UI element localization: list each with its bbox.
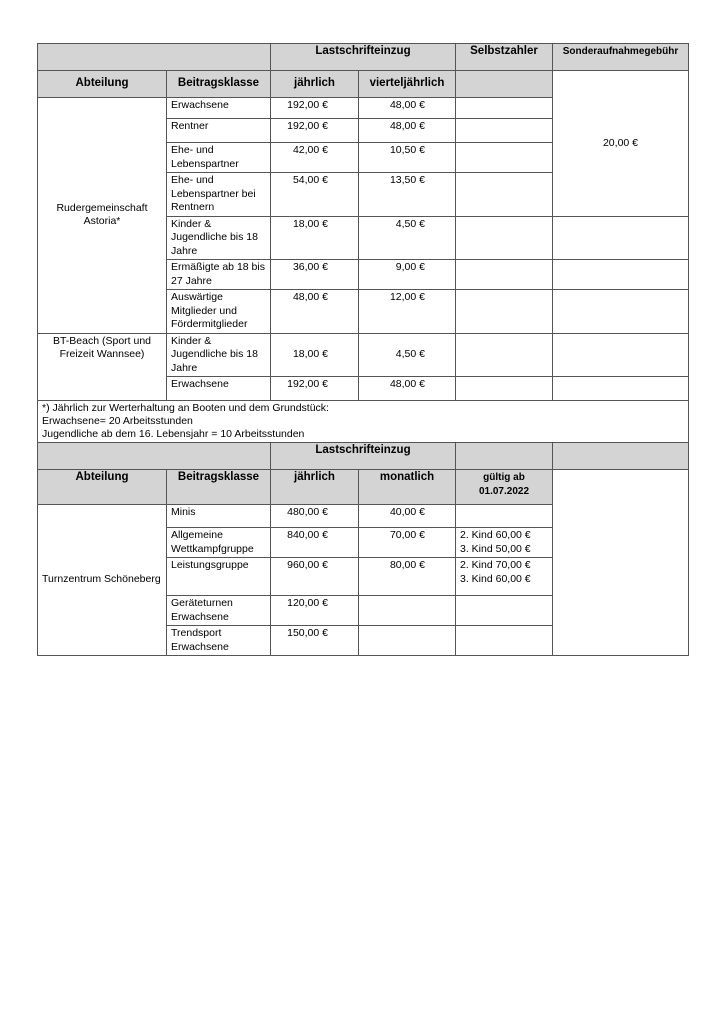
header-gueltig [456, 470, 553, 505]
klasse-cell: Auswärtige Mitglieder und Fördermitglieder [167, 290, 271, 334]
monatlich-cell [359, 596, 456, 626]
klasse-cell: Kinder & Jugendliche bis 18 Jahre [167, 333, 271, 377]
sondergebuehr-cell [553, 290, 689, 334]
sondergebuehr-cell [553, 377, 689, 401]
klasse-cell: Ehe- und Lebenspartner bei Rentnern [167, 173, 271, 217]
viertel-cell: 12,00 € [359, 290, 456, 334]
header-abteilung: Abteilung [38, 470, 167, 505]
klasse-cell: Rentner [167, 119, 271, 143]
header-abteilung: Abteilung [38, 71, 167, 98]
footnote-line: Erwachsene= 20 Arbeitsstunden [42, 415, 193, 427]
jaehrlich-cell: 192,00 € [271, 119, 359, 143]
selbstzahler-cell [456, 260, 553, 290]
selbstzahler-cell [456, 333, 553, 377]
jaehrlich-cell: 42,00 € [271, 143, 359, 173]
monatlich-cell: 70,00 € [359, 528, 456, 558]
klasse-cell: Ehe- und Lebenspartner [167, 143, 271, 173]
sibling-fee: 3. Kind 60,00 € [460, 572, 531, 585]
table1-header-top [38, 44, 689, 71]
header-jaehrlich: jährlich [271, 470, 359, 505]
gueltig-cell [456, 626, 553, 656]
klasse-cell: Kinder & Jugendliche bis 18 Jahre [167, 216, 271, 260]
viertel-cell: 48,00 € [359, 377, 456, 401]
sibling-fee: 2. Kind 70,00 € [460, 559, 531, 571]
viertel-cell: 10,50 € [359, 143, 456, 173]
klasse-cell: Ermäßigte ab 18 bis 27 Jahre [167, 260, 271, 290]
selbstzahler-cell [456, 290, 553, 334]
monatlich-cell [359, 626, 456, 656]
sondergebuehr-cell [553, 333, 689, 377]
viertel-cell: 4,50 € [359, 333, 456, 377]
gueltig-cell [456, 558, 553, 596]
header-empty-cell [38, 443, 271, 470]
klasse-cell: Minis [167, 505, 271, 528]
gueltig-cell [456, 596, 553, 626]
klasse-cell: Trendsport Erwachsene [167, 626, 271, 656]
selbstzahler-cell [456, 98, 553, 119]
note-row [38, 401, 689, 443]
viertel-cell: 13,50 € [359, 173, 456, 217]
table-row [38, 333, 689, 377]
header-sondergebuehr: Sonderaufnahmegebühr [553, 44, 689, 71]
header-empty-cell [456, 443, 553, 470]
jaehrlich-cell: 150,00 € [271, 626, 359, 656]
sondergebuehr-cell [553, 216, 689, 260]
fee-table [37, 43, 689, 656]
table1-header-cols [38, 71, 689, 98]
jaehrlich-cell: 960,00 € [271, 558, 359, 596]
header-lastschrift: Lastschrifteinzug [271, 443, 456, 470]
klasse-cell: Leistungsgruppe [167, 558, 271, 596]
jaehrlich-cell: 192,00 € [271, 98, 359, 119]
klasse-cell: Allgemeine Wettkampfgruppe [167, 528, 271, 558]
klasse-cell: Erwachsene [167, 377, 271, 401]
header-empty-cell [456, 71, 553, 98]
header-empty-cell [38, 44, 271, 71]
viertel-cell: 48,00 € [359, 119, 456, 143]
header-lastschrift: Lastschrifteinzug [271, 44, 456, 71]
header-selbstzahler: Selbstzahler [456, 44, 553, 71]
selbstzahler-cell [456, 173, 553, 217]
jaehrlich-cell: 48,00 € [271, 290, 359, 334]
jaehrlich-cell: 480,00 € [271, 505, 359, 528]
header-gueltig-line: 01.07.2022 [478, 485, 530, 497]
klasse-cell: Erwachsene [167, 98, 271, 119]
sibling-fee: 3. Kind 50,00 € [460, 542, 531, 555]
dept-btbeach: BT-Beach (Sport und Freizeit Wannsee) [38, 333, 167, 401]
klasse-cell: Geräteturnen Erwachsene [167, 596, 271, 626]
monatlich-cell: 40,00 € [359, 505, 456, 528]
selbstzahler-cell [456, 377, 553, 401]
sondergebuehr-cell [553, 260, 689, 290]
selbstzahler-cell [456, 216, 553, 260]
jaehrlich-cell: 36,00 € [271, 260, 359, 290]
header-empty-cell [553, 443, 689, 470]
jaehrlich-cell: 18,00 € [271, 216, 359, 260]
monatlich-cell: 80,00 € [359, 558, 456, 596]
sibling-fee: 2. Kind 60,00 € [460, 529, 531, 541]
header-vierteljaehrlich: vierteljährlich [359, 71, 456, 98]
selbstzahler-cell [456, 143, 553, 173]
jaehrlich-cell: 18,00 € [271, 333, 359, 377]
footnote [38, 401, 689, 443]
selbstzahler-cell [456, 119, 553, 143]
gueltig-cell [456, 528, 553, 558]
viertel-cell: 9,00 € [359, 260, 456, 290]
dept-astoria: Rudergemeinschaft Astoria* [38, 98, 167, 334]
viertel-cell: 4,50 € [359, 216, 456, 260]
header-jaehrlich: jährlich [271, 71, 359, 98]
header-gueltig-line: gültig ab [483, 472, 525, 483]
dept-turnzentrum: Turnzentrum Schöneberg [38, 505, 167, 656]
viertel-cell: 48,00 € [359, 98, 456, 119]
footnote-line: *) Jährlich zur Werterhaltung an Booten und dem Grundstück: [42, 402, 329, 414]
jaehrlich-cell: 840,00 € [271, 528, 359, 558]
footnote-line: Jugendliche ab dem 16. Lebensjahr = 10 Arbeitsstunden [42, 428, 305, 440]
sondergebuehr-value: 20,00 € [553, 71, 689, 217]
table2-header-top [38, 443, 689, 470]
table2-header-cols [38, 470, 689, 505]
jaehrlich-cell: 54,00 € [271, 173, 359, 217]
header-monatlich: monatlich [359, 470, 456, 505]
empty-cell [553, 470, 689, 656]
header-beitragsklasse: Beitragsklasse [167, 470, 271, 505]
header-beitragsklasse: Beitragsklasse [167, 71, 271, 98]
gueltig-cell [456, 505, 553, 528]
jaehrlich-cell: 192,00 € [271, 377, 359, 401]
jaehrlich-cell: 120,00 € [271, 596, 359, 626]
